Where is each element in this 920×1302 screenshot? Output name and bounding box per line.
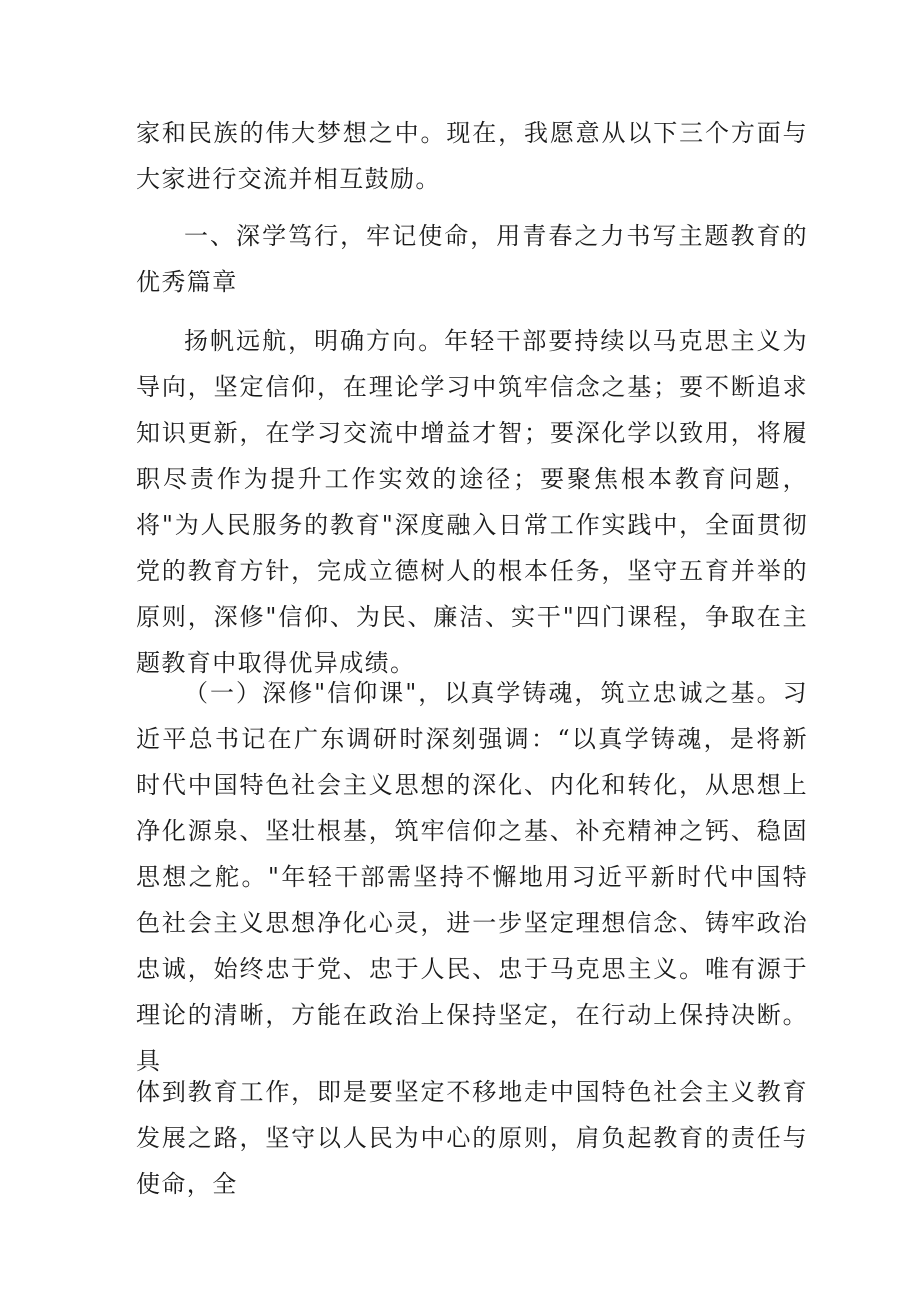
paragraph-body: 扬帆远航，明确方向。年轻干部要持续以马克思主义为导向，坚定信仰，在理论学习中筑牢信念之基；要不断追求知识更新，在学习交流中增益才智；要深化学以致用，将履职尽责作为提升工作实效的途径；要聚焦根本教育问题，将"为人民服务的教育"深度融入日常工作实践中，全面贯彻党的教育方针，完成立德树人的根本任务，坚守五育并举的原则，深修"信仰、为民、廉洁、实干"四门课程，争取在主题教育中取得优异成绩。 — [136, 327, 808, 677]
paragraph-continuation-bottom: 体到教育工作，即是要坚定不移地走中国特色社会主义教育发展之路，坚守以人民为中心的原则，肩负起教育的责任与使命，全 — [136, 1078, 808, 1198]
subsection-paragraph: （一）深修"信仰课"，以真学铸魂，筑立忠诚之基。习近平总书记在广东调研时深刻强调：“以真学铸魂，是将新时代中国特色社会主义思想的深化、内化和转化，从思想上净化源泉、坚壮根基，筑牢信仰之基、补充精神之钙、稳固思想之舵。"年轻干部需坚持不懈地用习近平新时代中国特色社会主义思想净化心灵，进一步坚定理想信念、铸牢政治忠诚，始终忠于党、忠于人民、忠于马克思主义。唯有源于理论的清晰，方能在政治上保持坚定，在行动上保持决断。具 — [136, 679, 808, 1075]
paragraph-continuation: 家和民族的伟大梦想之中。现在，我愿意从以下三个方面与大家进行交流并相互鼓励。 — [136, 119, 808, 193]
section-heading: 一、深学笃行，牢记使命，用青春之力书写主题教育的优秀篇章 — [136, 222, 808, 296]
